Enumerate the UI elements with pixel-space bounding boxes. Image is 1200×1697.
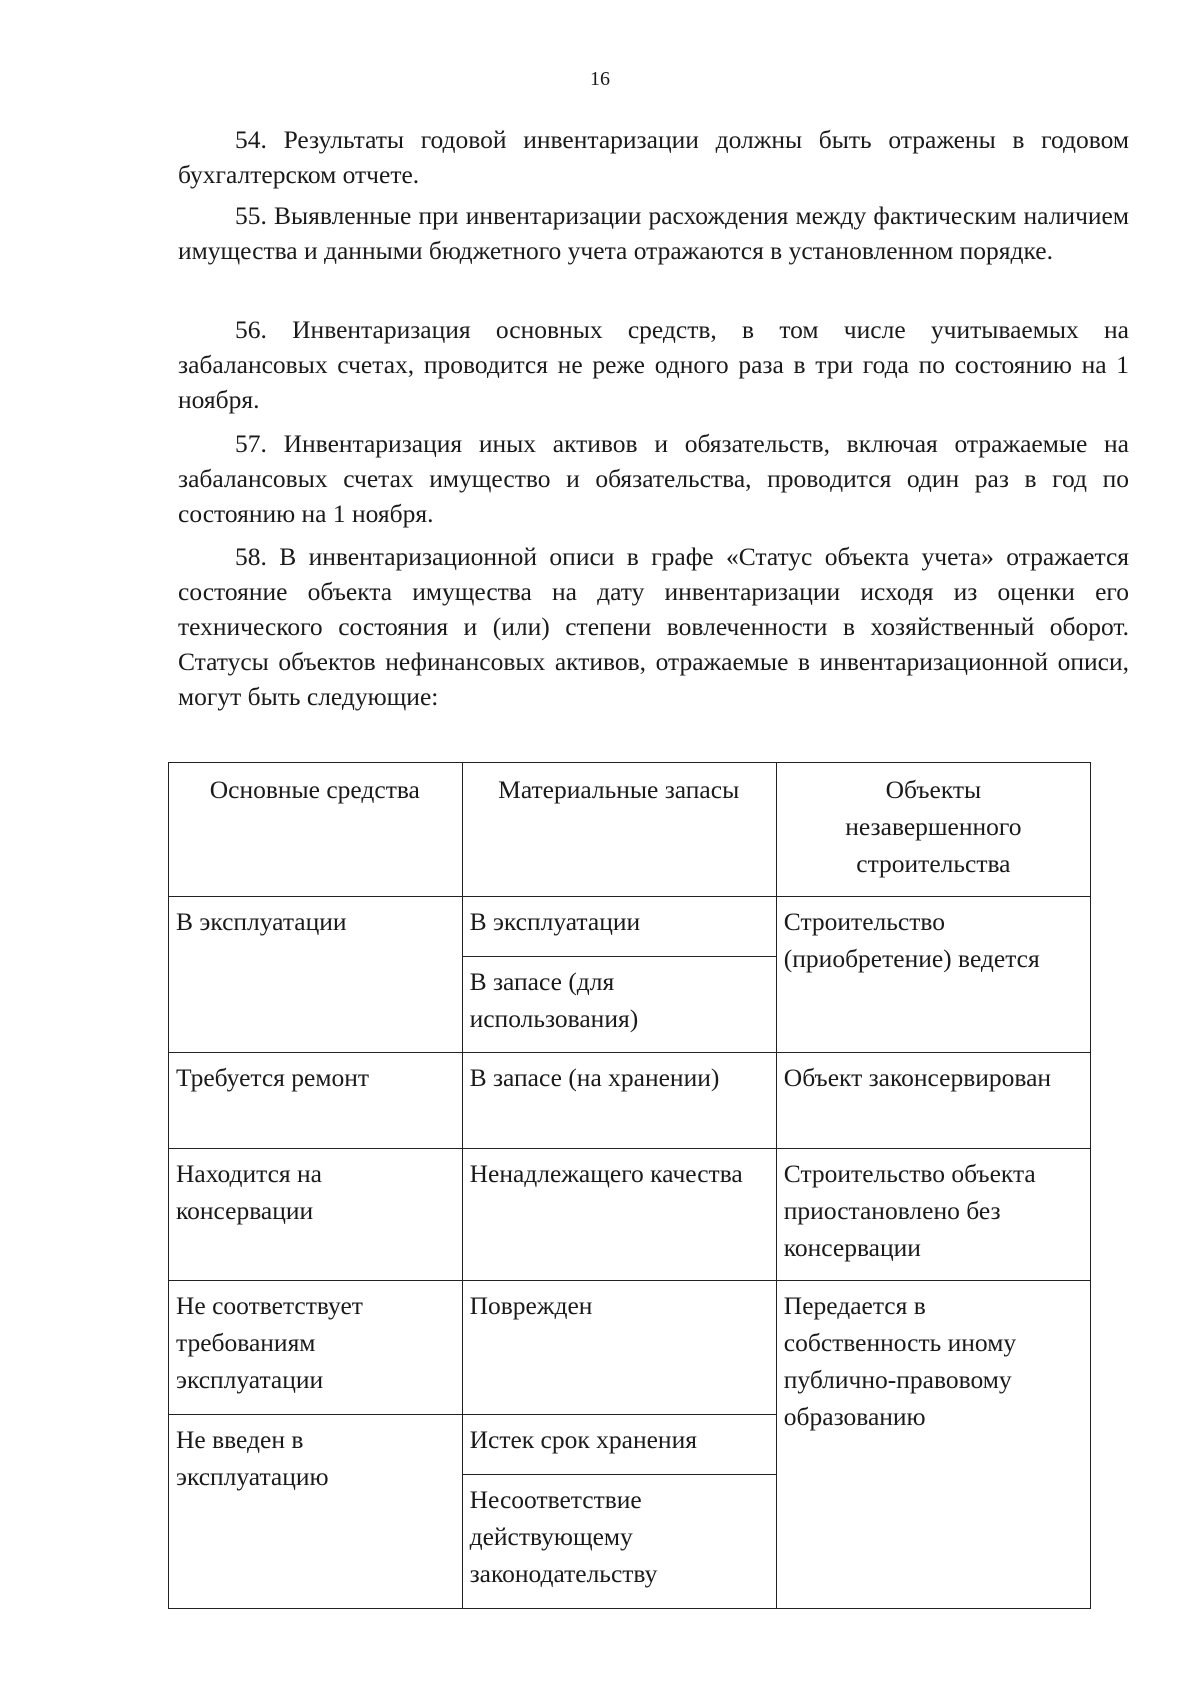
- fixed-asset-cell: Не введен в эксплуатацию: [169, 1415, 463, 1609]
- paragraph-55: 55. Выявленные при инвентаризации расхождения между фактическим наличием имущества и данными бюджетного учета отражаются в установленном порядке.: [178, 201, 1129, 265]
- inventory-cell: В эксплуатации: [462, 897, 776, 957]
- construction-cell: Строительство (приобретение) ведется: [776, 897, 1090, 1053]
- paragraph-54: 54. Результаты годовой инвентаризации должны быть отражены в годовом бухгалтерском отчете.: [178, 125, 1129, 189]
- header-fixed-assets: Основные средства: [169, 763, 463, 897]
- paragraph-58: 58. В инвентаризационной описи в графе «Статус объекта учета» отражается состояние объекта имущества на дату инвентаризации исходя из оценки его технического состояния и (или) степени вовлеченности в хозяйственный оборот. Статусы объектов нефинансовых активов, отражаемые в инвентаризационной описи, могут быть следующие:: [178, 542, 1129, 711]
- inventory-cell: В запасе (для использования): [462, 957, 776, 1053]
- inventory-cell: В запасе (на хранении): [462, 1053, 776, 1149]
- construction-cell: Строительство объекта приостановлено без консервации: [776, 1149, 1090, 1281]
- inventory-cell: Поврежден: [462, 1281, 776, 1415]
- inventory-cell: Несоответствие действующему законодательству: [462, 1475, 776, 1609]
- page-number: 16: [590, 68, 610, 90]
- fixed-asset-cell: В эксплуатации: [169, 897, 463, 1053]
- table-row: [169, 1053, 1091, 1149]
- fixed-asset-cell: Находится на консервации: [169, 1149, 463, 1281]
- fixed-asset-cell: Не соответствует требованиям эксплуатации: [169, 1281, 463, 1415]
- table-row: [169, 1281, 1091, 1415]
- construction-cell: Передается в собственность иному публично-правовому образованию: [776, 1281, 1090, 1609]
- fixed-asset-cell: Требуется ремонт: [169, 1053, 463, 1149]
- table-header-row: [169, 763, 1091, 897]
- inventory-cell: Ненадлежащего качества: [462, 1149, 776, 1281]
- table-row: [169, 897, 1091, 957]
- paragraph-56: 56. Инвентаризация основных средств, в том числе учитываемых на забалансовых счетах, проводится не реже одного раза в три года по состоянию на 1 ноября.: [178, 315, 1129, 414]
- header-construction: Объекты незавершенного строительства: [776, 763, 1090, 897]
- inventory-cell: Истек срок хранения: [462, 1415, 776, 1475]
- construction-cell: Объект законсервирован: [776, 1053, 1090, 1149]
- asset-status-table: [168, 762, 1091, 1609]
- header-inventory: Материальные запасы: [462, 763, 776, 897]
- table-row: [169, 1149, 1091, 1281]
- paragraph-57: 57. Инвентаризация иных активов и обязательств, включая отражаемые на забалансовых счетах имущество и обязательства, проводится один раз в год по состоянию на 1 ноября.: [178, 429, 1129, 528]
